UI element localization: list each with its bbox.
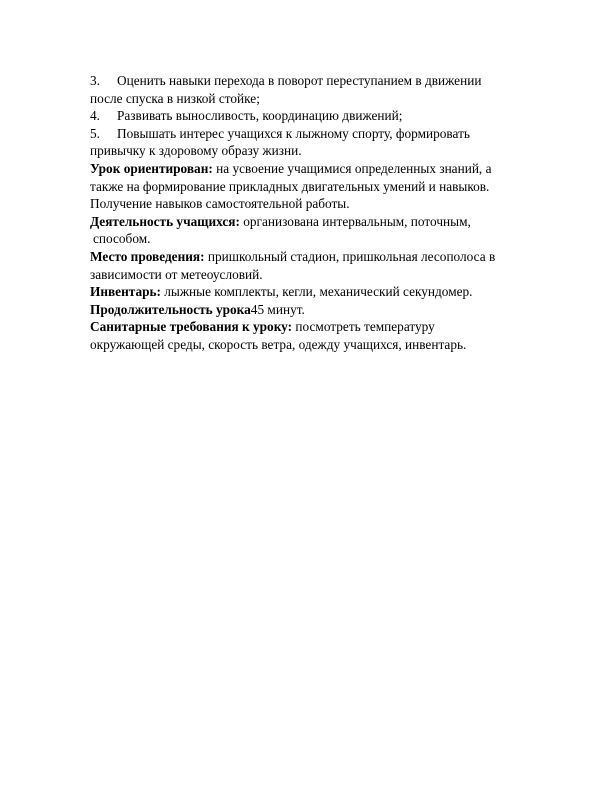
list-item-3-line-2 (90, 90, 530, 108)
field-label: Санитарные требования к уроку: (90, 319, 293, 335)
field-text: организована интервальным, поточным, (239, 213, 471, 229)
location-line-2 (90, 266, 530, 284)
field-text: на усвоение учащимися определенных знаний, а (212, 160, 492, 176)
duration-line (90, 301, 530, 319)
field-label: Деятельность учащихся: (90, 213, 240, 229)
field-label: Продолжительность урока (90, 301, 251, 317)
field-text: окружающей среды, скорость ветра, одежду учащихся, инвентарь. (90, 336, 467, 352)
list-item-5-line-1 (90, 125, 530, 143)
field-label: Место проведения: (90, 248, 205, 264)
field-text: Получение навыков самостоятельной работы. (90, 196, 350, 212)
activity-line-2 (90, 230, 530, 248)
field-text: способом. (93, 231, 151, 247)
list-number: 5. (90, 125, 100, 141)
field-text: зависимости от метеоусловий. (90, 266, 263, 282)
list-text: привычку к здоровому образу жизни. (90, 143, 302, 159)
field-label: Инвентарь: (90, 284, 161, 300)
orientation-line-1 (90, 160, 530, 178)
list-text: после спуска в низкой стойке; (90, 90, 260, 106)
orientation-line-3 (90, 195, 530, 213)
sanitary-line-2 (90, 336, 530, 354)
field-text: 45 минут. (250, 301, 305, 317)
list-item-4 (90, 107, 530, 125)
list-item-5-line-2 (90, 142, 530, 160)
list-text: Оценить навыки перехода в поворот переступанием в движении (117, 73, 482, 88)
field-text: посмотреть температуру (292, 319, 435, 335)
sanitary-line-1 (90, 318, 530, 336)
list-item-3-line-1 (90, 72, 530, 90)
orientation-line-2 (90, 178, 530, 196)
document-page (90, 72, 530, 354)
location-line-1 (90, 248, 530, 266)
field-label: Урок ориентирован: (90, 160, 213, 176)
field-text: лыжные комплекты, кегли, механический секундомер. (160, 284, 473, 300)
field-text: также на формирование прикладных двигательных умений и навыков. (90, 178, 490, 194)
list-number: 4. (90, 108, 100, 124)
list-text: Повышать интерес учащихся к лыжному спорту, формировать (117, 125, 470, 141)
activity-line-1 (90, 213, 530, 231)
list-number: 3. (90, 73, 100, 88)
equipment-line (90, 283, 530, 301)
field-text: пришкольный стадион, пришкольная лесополоса в (204, 248, 496, 264)
list-text: Развивать выносливость, координацию движений; (117, 108, 403, 124)
